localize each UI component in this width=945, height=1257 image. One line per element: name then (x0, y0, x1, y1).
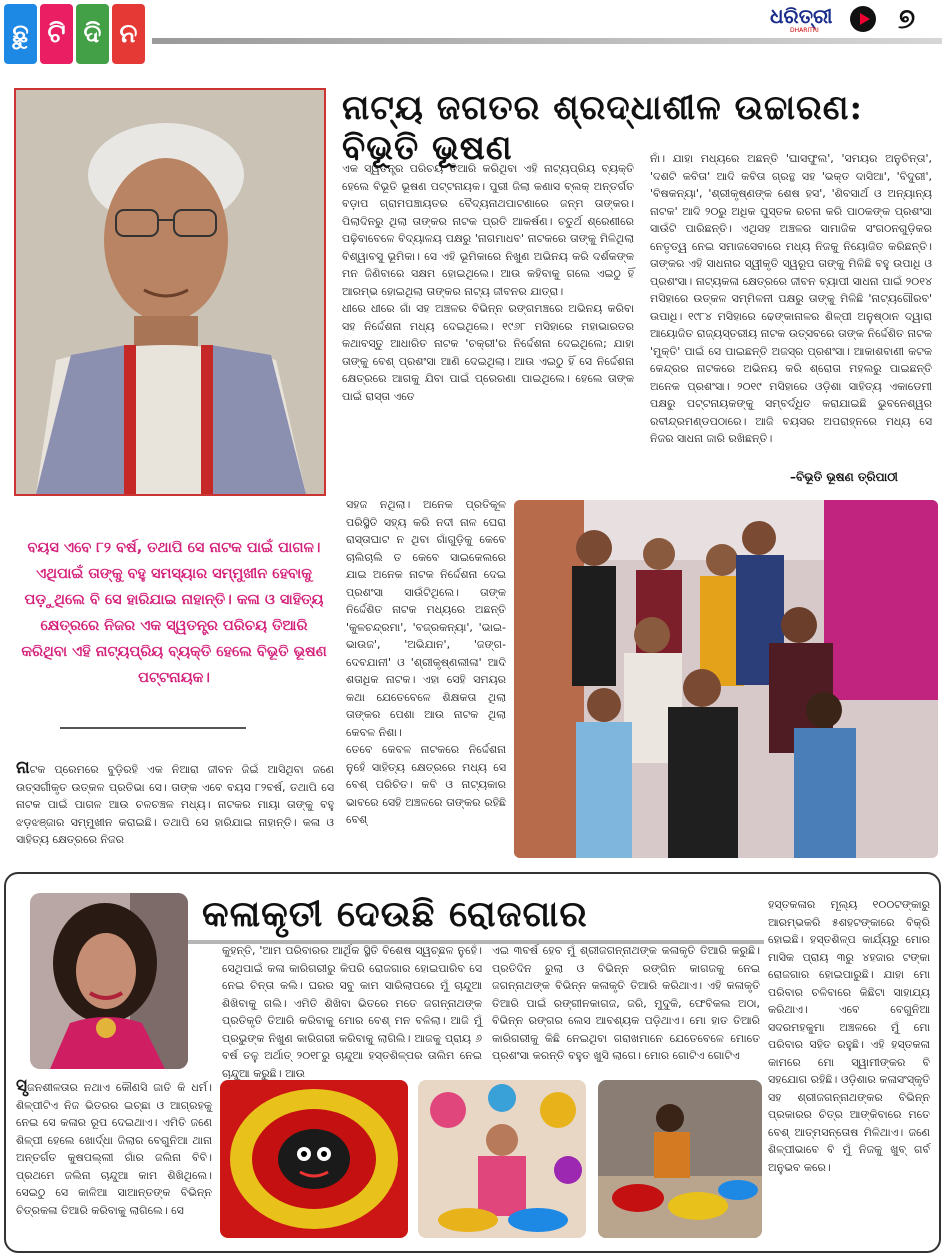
masthead-tile-4: ନ (112, 4, 145, 64)
craft-photo-1 (220, 1080, 408, 1238)
play-icon (850, 6, 876, 32)
article2-col-1 (16, 1078, 212, 1250)
article1-intro-text: ଟକ ପ୍ରେମରେ ବୁଡ଼ିରହି ଏକ ନିଆରା ଜୀବନ ଜିଇଁ ଆସିଥିବା ଜଣେ ଉତ୍ସର୍ଗୀକୃତ ଉତ୍କଳ ପ୍ରତିଭା ସେ। ତାଙ୍କ ଏବେ ବୟସ ୮୨ବର୍ଷ, ତଥାପି ସେ ନାଟକ ପାଇଁ ପାଗଳ ଆଉ ଚଳଚଞ୍ଚଳ ମଧ୍ୟ। ନାଟକର ମାୟା ତାଙ୍କୁ ବହୁ ଝଡ଼ଝଞ୍ଜାର ସମ୍ମୁଖୀନ କରାଇଛି। ତଥାପି ସେ ହାରିଯାଇ ନାହାନ୍ତି। କଳା ଓ ସାହିତ୍ୟ କ୍ଷେତ୍ରରେ ନିଜର (16, 763, 334, 846)
article2-col-3: ଏଇ ୩ବର୍ଷ ହେବ ମୁଁ ଶ୍ରୀଜଗନ୍ନାଥଙ୍କ କଳାକୃତି ତିଆରି କରୁଛି। ପ୍ରତିଦିନ ରୁଲା ଓ ବିଭିନ୍ନ ରଙ୍ଗିନ କାଗଜକୁ ନେଇ ଜଗନ୍ନାଥଙ୍କ ବିଭିନ୍ନ କଳାକୃତି ତିଆରି କରିଥାଏ। ଏହି କଳାକୃତି ତିଆରି ପାଇଁ ରଙ୍ଗୀନକାଗଜ, ଜରି, ମୁଦୁକି, ଫେବିକଲ ଅଠା, ବିଭିନ୍ନ ରଙ୍ଗର ଲେସ ଆବଶ୍ୟକ ପଡ଼ିଥାଏ। ମୋ ହାତ ତିଆରି କାରିଗରୀକୁ କିଛି ନେଇଥିବା ଗରାଖମାନେ ଯେତେବେଳେ ମୋତେ ପ୍ରଶଂସା କରନ୍ତି ବହୁତ ଖୁସି ଲାଗେ। ମୋର ଗୋଟିଏ ଗୋଟିଏ (492, 944, 760, 1062)
brand-sub: DHARITRI (790, 27, 819, 34)
article2-col-4: ହସ୍ତକଳାର ମୂଲ୍ୟ ୧୦୦ଟଙ୍କାରୁ ଆରମ୍ଭକରି ୫ଶହଟଙ୍କାରେ ବିକ୍ରି ହୋଇଛି। ହସ୍ତଶିଳ୍ପ କାର୍ଯ୍ୟରୁ ମୋର ମାସିକ ପ୍ରାୟ ୩ରୁ ୪ହଜାର ଟଙ୍କା ରୋଜଗାର ହୋଇପାରୁଛି। ଯାହା ମୋ ପରିବାର ଚଳିବାରେ କିଛିଟା ସାହାଯ୍ୟ କରିଥାଏ। ଏବେ ବେଗୁନିଆ ସଦରମହକୁମା ଅଞ୍ଚଳରେ ମୁଁ ମୋ ପରିବାର ସହିତ ରହୁଛି। ଏହି ହସ୍ତକଳା କାମରେ ମୋ ସ୍ୱାମୀଙ୍କର ବି ସହଯୋଗ ରହିଛି। ଓଡ଼ିଶାର କଳାସଂସ୍କୃତି ସହ ଶ୍ରୀଜଗନ୍ନାଥଙ୍କର ବିଭିନ୍ନ ପ୍ରକାରର ଚିତ୍ର ଆଙ୍କିବାରେ ମତେ ବେଶ୍ ଆତ୍ମସନ୍ତୋଷ ମିଳିଥାଏ। ଜଣେ ଶିଳ୍ପୀଭାବେ ବି ମୁଁ ନିଜକୁ ଖୁବ୍ ଗର୍ବ ଅନୁଭବ କରେ। (768, 898, 930, 1174)
craft-photo-3 (598, 1080, 762, 1238)
family-photo (514, 500, 938, 858)
article1-intro (16, 760, 334, 856)
article1-col-right: ନାଁ। ଯାହା ମଧ୍ୟରେ ଅଛନ୍ତି 'ଘାସଫୁଲ', 'ସମୟର ଅନୁଚିନ୍ତା', 'ଦଶଟି କବିତା' ଆଦି କବିତା ଗ୍ରନ୍ଥ ସହ 'ଭକ୍ତ ଦାସିଆ', 'ବିଦୁରୀ', 'ବିଷକନ୍ୟା', 'ଶ୍ରୀକୃଷ୍ଣଙ୍କ ଶେଷ ହସ', 'ଶିବସାର୍ଥ ଓ ଅନ୍ୟାନ୍ୟ ନାଟକ' ଆଦି ୨୦ରୁ ଅଧିକ ପୁସ୍ତକ ରଚନା କରି ପାଠକଙ୍କ ପ୍ରଶଂସା ସାଉଁଟି ପାରିଛନ୍ତି। ଏଥିସହ ଅଞ୍ଚଳର ସାମାଜିକ ସଂଗଠନଗୁଡ଼ିକର ନେତୃତ୍ୱ ନେଇ ସମାଜସେବାରେ ମଧ୍ୟ ନିଜକୁ ନିୟୋଜିତ କରିଛନ୍ତି। ତାଙ୍କର ଏହି ସାଧନାର ସ୍ୱୀକୃତି ସ୍ୱରୂପ ତାଙ୍କୁ ମିଳିଛି ବହୁ ଉପାଧି ଓ ପ୍ରଶଂସା। ନାଟ୍ୟକଳା କ୍ଷେତ୍ରରେ ଜୀବନ ବ୍ୟାପୀ ସାଧନା ପାଇଁ ୨୦୧୪ ମସିହାରେ ଉତ୍କଳ ସମ୍ମିଳନୀ ପକ୍ଷରୁ ତାଙ୍କୁ ମିଳିଛି 'ନାଟ୍ୟଗୌରବ' ଉପାଧି। ୧୯୮୪ ମସିହାରେ ଢେଙ୍କାନାଳର ଶିଳ୍ପୀ ଅନୁଷ୍ଠାନ ଦ୍ୱାରା ଆୟୋଜିତ ରାଜ୍ୟସ୍ତରୀୟ ନାଟକ ଉତ୍ସବରେ ତାଙ୍କ ନିର୍ଦ୍ଦେଶିତ ନାଟକ 'ମୁକ୍ତି' ପାଇଁ ସେ ପାଇଛନ୍ତି ଅଜସ୍ର ପ୍ରଶଂସା। ଆକାଶବାଣୀ କଟକ କେନ୍ଦ୍ରର ନାଟକରେ ଅଭିନୟ କରି ଶ୍ରୋତା ମହଲରୁ ପାଇଛନ୍ତି ଅନେକ ପ୍ରଶଂସା। ୨୦୧୯ ମସିହାରେ ଓଡ଼ିଶା ସାହିତ୍ୟ ଏକାଡେମୀ ପକ୍ଷରୁ ପଟ୍ଟନାୟକଙ୍କୁ ସମ୍ବର୍ଦ୍ଧିତ କରାଯାଇଛି ଭୁବନେଶ୍ୱର ରବୀନ୍ଦ୍ରମଣ୍ଡପଠାରେ। ଆଜି ବୟସର ଅପରାହ୍ନରେ ମଧ୍ୟ ସେ ନିଜର ସାଧନା ଜାରି ରଖିଛନ୍ତି। (650, 152, 932, 445)
article2-headline: କଳାକୃତୀ ଦେଉଛି ରୋଜଗାର (202, 893, 588, 935)
pull-quote: ବୟସ ଏବେ ୮୨ ବର୍ଷ, ତଥାପି ସେ ନାଟକ ପାଇଁ ପାଗଳ। ଏଥିପାଇଁ ତାଙ୍କୁ ବହୁ ସମସ୍ୟାର ସମ୍ମୁଖୀନ ହେବାକୁ ପଡ଼ୁଥିଲେ ବି ସେ ହାରିଯାଇ ନାହାନ୍ତି। କଳା ଓ ସାହିତ୍ୟ କ୍ଷେତ୍ରରେ ନିଜର ଏକ ସ୍ୱତନ୍ତ୍ର ପରିଚୟ ତିଆରି କରିଥିବା ଏହି ନାଟ୍ୟପ୍ରିୟ ବ୍ୟକ୍ତି ହେଲେ ବିଭୂତି ଭୂଷଣ ପଟ୍ଟନାୟକ। (21, 540, 327, 686)
masthead-tile-3: ଦି (76, 4, 109, 64)
masthead-tile-2: ଟି (40, 4, 73, 64)
page-number: ୭ (898, 2, 916, 35)
artist-photo (30, 893, 188, 1069)
masthead-tile-1: ଛୁ (4, 4, 37, 64)
craft-photo-2 (418, 1080, 586, 1238)
article1-headline: ନାଟ୍ୟ ଜଗତର ଶ୍ରଦ୍ଧାଶୀଳ ଉଚ୍ଚାରଣ: ବିଭୂତି ଭୂଷଣ (342, 88, 864, 168)
article2-col-2: କୁହନ୍ତି, 'ଆମ ପରିବାରର ଆର୍ଥିକ ସ୍ଥିତି ବିଶେଷ ସ୍ୱଚ୍ଛଳ ନୁହେଁ। ସେଥିପାଇଁ କଳା କାରିଗରୀରୁ କିପରି ରୋଜଗାର ହୋଇପାରିବ ସେ ନେଇ ଚିନ୍ତା କଲି। ଘରର ସବୁ କାମ ସାରିଲାପରେ ମୁଁ ଚାନ୍ଦୁଆ ଶିଖିବାକୁ ଗଲି। ଏମିତି ଶିଖିବା ଭିତରେ ମତେ ଜଗନ୍ନାଥଙ୍କ ପ୍ରତିକୃତି ତିଆରି କରିବାକୁ ମୋର ବେଶ୍ ମନ ବଳିଲା। ଆଜି ମୁଁ ପ୍ରଭୁଙ୍କ ନିଖୁଣ କାରିଗରୀ କରିବାକୁ ଲାଗିଲି। ଆଜକୁ ପ୍ରାୟ ୬ ବର୍ଷ ତଳୁ ଅର୍ଥାତ୍ ୨୦୧୮ରୁ ଚାନ୍ଦୁଆ ହସ୍ତଶିଳ୍ପର ତାଲିମ ନେଇ ଚାନ୍ଦୁଆ କରୁଛି। ଆଉ (222, 944, 482, 1080)
article1-col-center-lower: ସହଜ ନଥିଲା। ଅନେକ ପ୍ରତିକୂଳ ପରିସ୍ଥିତି ସହ୍ୟ କରି ନଦୀ ନାଳ ଘେରା ରାସ୍ତାଘାଟ ନ ଥିବା ଗାଁଗୁଡ଼ିକୁ କେବେ ଚାଲିଚାଲି ତ କେବେ ସାଇକେଲରେ ଯାଇ ଅନେକ ନାଟକ ନିର୍ଦ୍ଦେଶନା ଦେଇ ପ୍ରଶଂସା ସାଉଁଟିଥିଲେ। ତାଙ୍କ ନିର୍ଦ୍ଦେଶିତ ନାଟକ ମଧ୍ୟରେ ଅଛନ୍ତି 'କୁଳଚନ୍ଦ୍ରମା', 'ବଜ୍ରକନ୍ୟା', 'ଭାଇ-ଭାଉଜ', 'ଅଭିଯାନ', 'ଜଙ୍ଗ-ଦେବଯାନୀ' ଓ 'ଶ୍ରୀକୃଷ୍ଣଲୀଳା' ଆଦି ଶତାଧିକ ନାଟକ। ଏହା ସେହି ସମୟର କଥା ଯେତେବେଳେ ଶିକ୍ଷକତା ଥିଲା ତାଙ୍କର ପେଶା ଆଉ ନାଟକ ଥିଲା କେବଳ ନିଶା। ତେବେ କେବଳ ନାଟକରେ ନିର୍ଦ୍ଦେଶନା ନୁହେଁ ସାହିତ୍ୟ କ୍ଷେତ୍ରରେ ମଧ୍ୟ ସେ ବେଶ୍ ପରିଚିତ। କବି ଓ ନାଟ୍ୟକାର ଭାବରେ ସେହି ଅଞ୍ଚଳରେ ତାଙ୍କର ରହିଛି ବେଶ୍ (346, 498, 506, 826)
pull-quote-rule (60, 727, 246, 729)
article1-dropcap: ନା (16, 758, 30, 778)
portrait-photo (14, 88, 326, 496)
article2-dropcap: ସୃ (16, 1076, 28, 1096)
brand-logo: ଧରିତ୍ରୀ (770, 4, 833, 28)
article2-col-1-text: ଜନଶୀଳତାର ନଥାଏ କୌଣସି ଜାତି କି ଧର୍ମ। ଶିଳ୍ପୀଟିଏ ନିଜ ଭିତରର ଇଚ୍ଛା ଓ ଆଗ୍ରହକୁ ନେଇ ସେ କଳାର ରୂପ ଦେଇଥାଏ। ଏମିତି ଜଣେ ଶିଳ୍ପୀ ହେଲେ ଖୋର୍ଦ୍ଧା ଜିଲାର ବେଗୁନିଆ ଥାନା ଅନ୍ତର୍ଗତ କୁଷପଲ୍ଲୀ ଗାଁର ଜଲିନା ବିବି। ପ୍ରଥମେ ଜଲିନା ଚାନ୍ଦୁଆ କାମ ଶିଖିଥିଲେ। ସେଇଠୁ ସେ କାଳିଆ ସାଆନ୍ତଙ୍କ ବିଭିନ୍ନ ଚିତ୍ରକଳା ତିଆରି କରିବାକୁ ଲାଗିଲେ। ସେ (16, 1081, 212, 1217)
article1-signature: –ବିଭୂତି ଭୂଷଣ ତ୍ରିପାଠୀ (790, 470, 898, 484)
masthead-rule (152, 38, 942, 44)
article1-col-mid: ଏକ ସ୍ୱତନ୍ତ୍ର ପରିଚୟ ତିଆରି କରିଥିବା ଏହି ନାଟ୍ୟପ୍ରିୟ ବ୍ୟକ୍ତି ହେଲେ ବିଭୂତି ଭୂଷଣ ପଟ୍ଟନାୟକ। ପୁରୀ ଜିଲା କଣାସ ବ୍ଲକ୍ ଅନ୍ତର୍ଗତ ବଡ଼ାପ ଗ୍ରାମପଞ୍ଚାୟତର ବୈଦ୍ୟନାଥପାଟଣାରେ ଜନ୍ମ ତାଙ୍କର। ପିଲାଦିନରୁ ଥିଲା ତାଙ୍କର ନାଟକ ପ୍ରତି ଆକର୍ଷଣ। ଚତୁର୍ଥ ଶ୍ରେଣୀରେ ପଢ଼ିବାବେଳେ ବିଦ୍ୟାଳୟ ପକ୍ଷରୁ 'ନାଗମାଧବ' ନାଟକରେ ତାଙ୍କୁ ମିଳିଥିଲା ବିଶ୍ୱାବସୁ ଭୂମିକା। ସେ ଏହି ଭୂମିକାରେ ନିଖୁଣ ଅଭିନୟ କରି ଦର୍ଶକଙ୍କ ମନ ଜିଣିବାରେ ସକ୍ଷମ ହୋଇଥିଲେ। ଆଉ କହିବାକୁ ଗଲେ ଏଇଠୁ ହିଁ ଆରମ୍ଭ ହୋଇଥିଲା ତାଙ୍କର ନାଟ୍ୟ ଜୀବନର ଯାତ୍ରା। ଧୀରେ ଧୀରେ ଗାଁ ସହ ଅଞ୍ଚଳର ବିଭିନ୍ନ ରଙ୍ଗମଞ୍ଚରେ ଅଭିନୟ କରିବା ସହ ନିର୍ଦ୍ଦେଶନା ମଧ୍ୟ ଦେଇଥିଲେ। ୧୯୬୮ ମସିହାରେ ମହାଭାରତର କଥାବସ୍ତୁ ଆଧାରିତ ନାଟକ 'ଚକ୍ରୀ'ର ନିର୍ଦ୍ଦେଶନା ଦେଇଥିଲେ; ଯାହା ତାଙ୍କୁ ବେଶ୍ ପ୍ରଶଂସା ଆଣି ଦେଇଥିଲା। ଆଉ ଏଇଠୁ ହିଁ ସେ ନିର୍ଦ୍ଦେଶନା କ୍ଷେତ୍ରରେ ଆଗକୁ ଯିବା ପାଇଁ ପ୍ରେରଣା ପାଇଥିଲେ। ହେଲେ ତାଙ୍କ ପାଇଁ ରାସ୍ତା ଏତେ (342, 162, 634, 403)
